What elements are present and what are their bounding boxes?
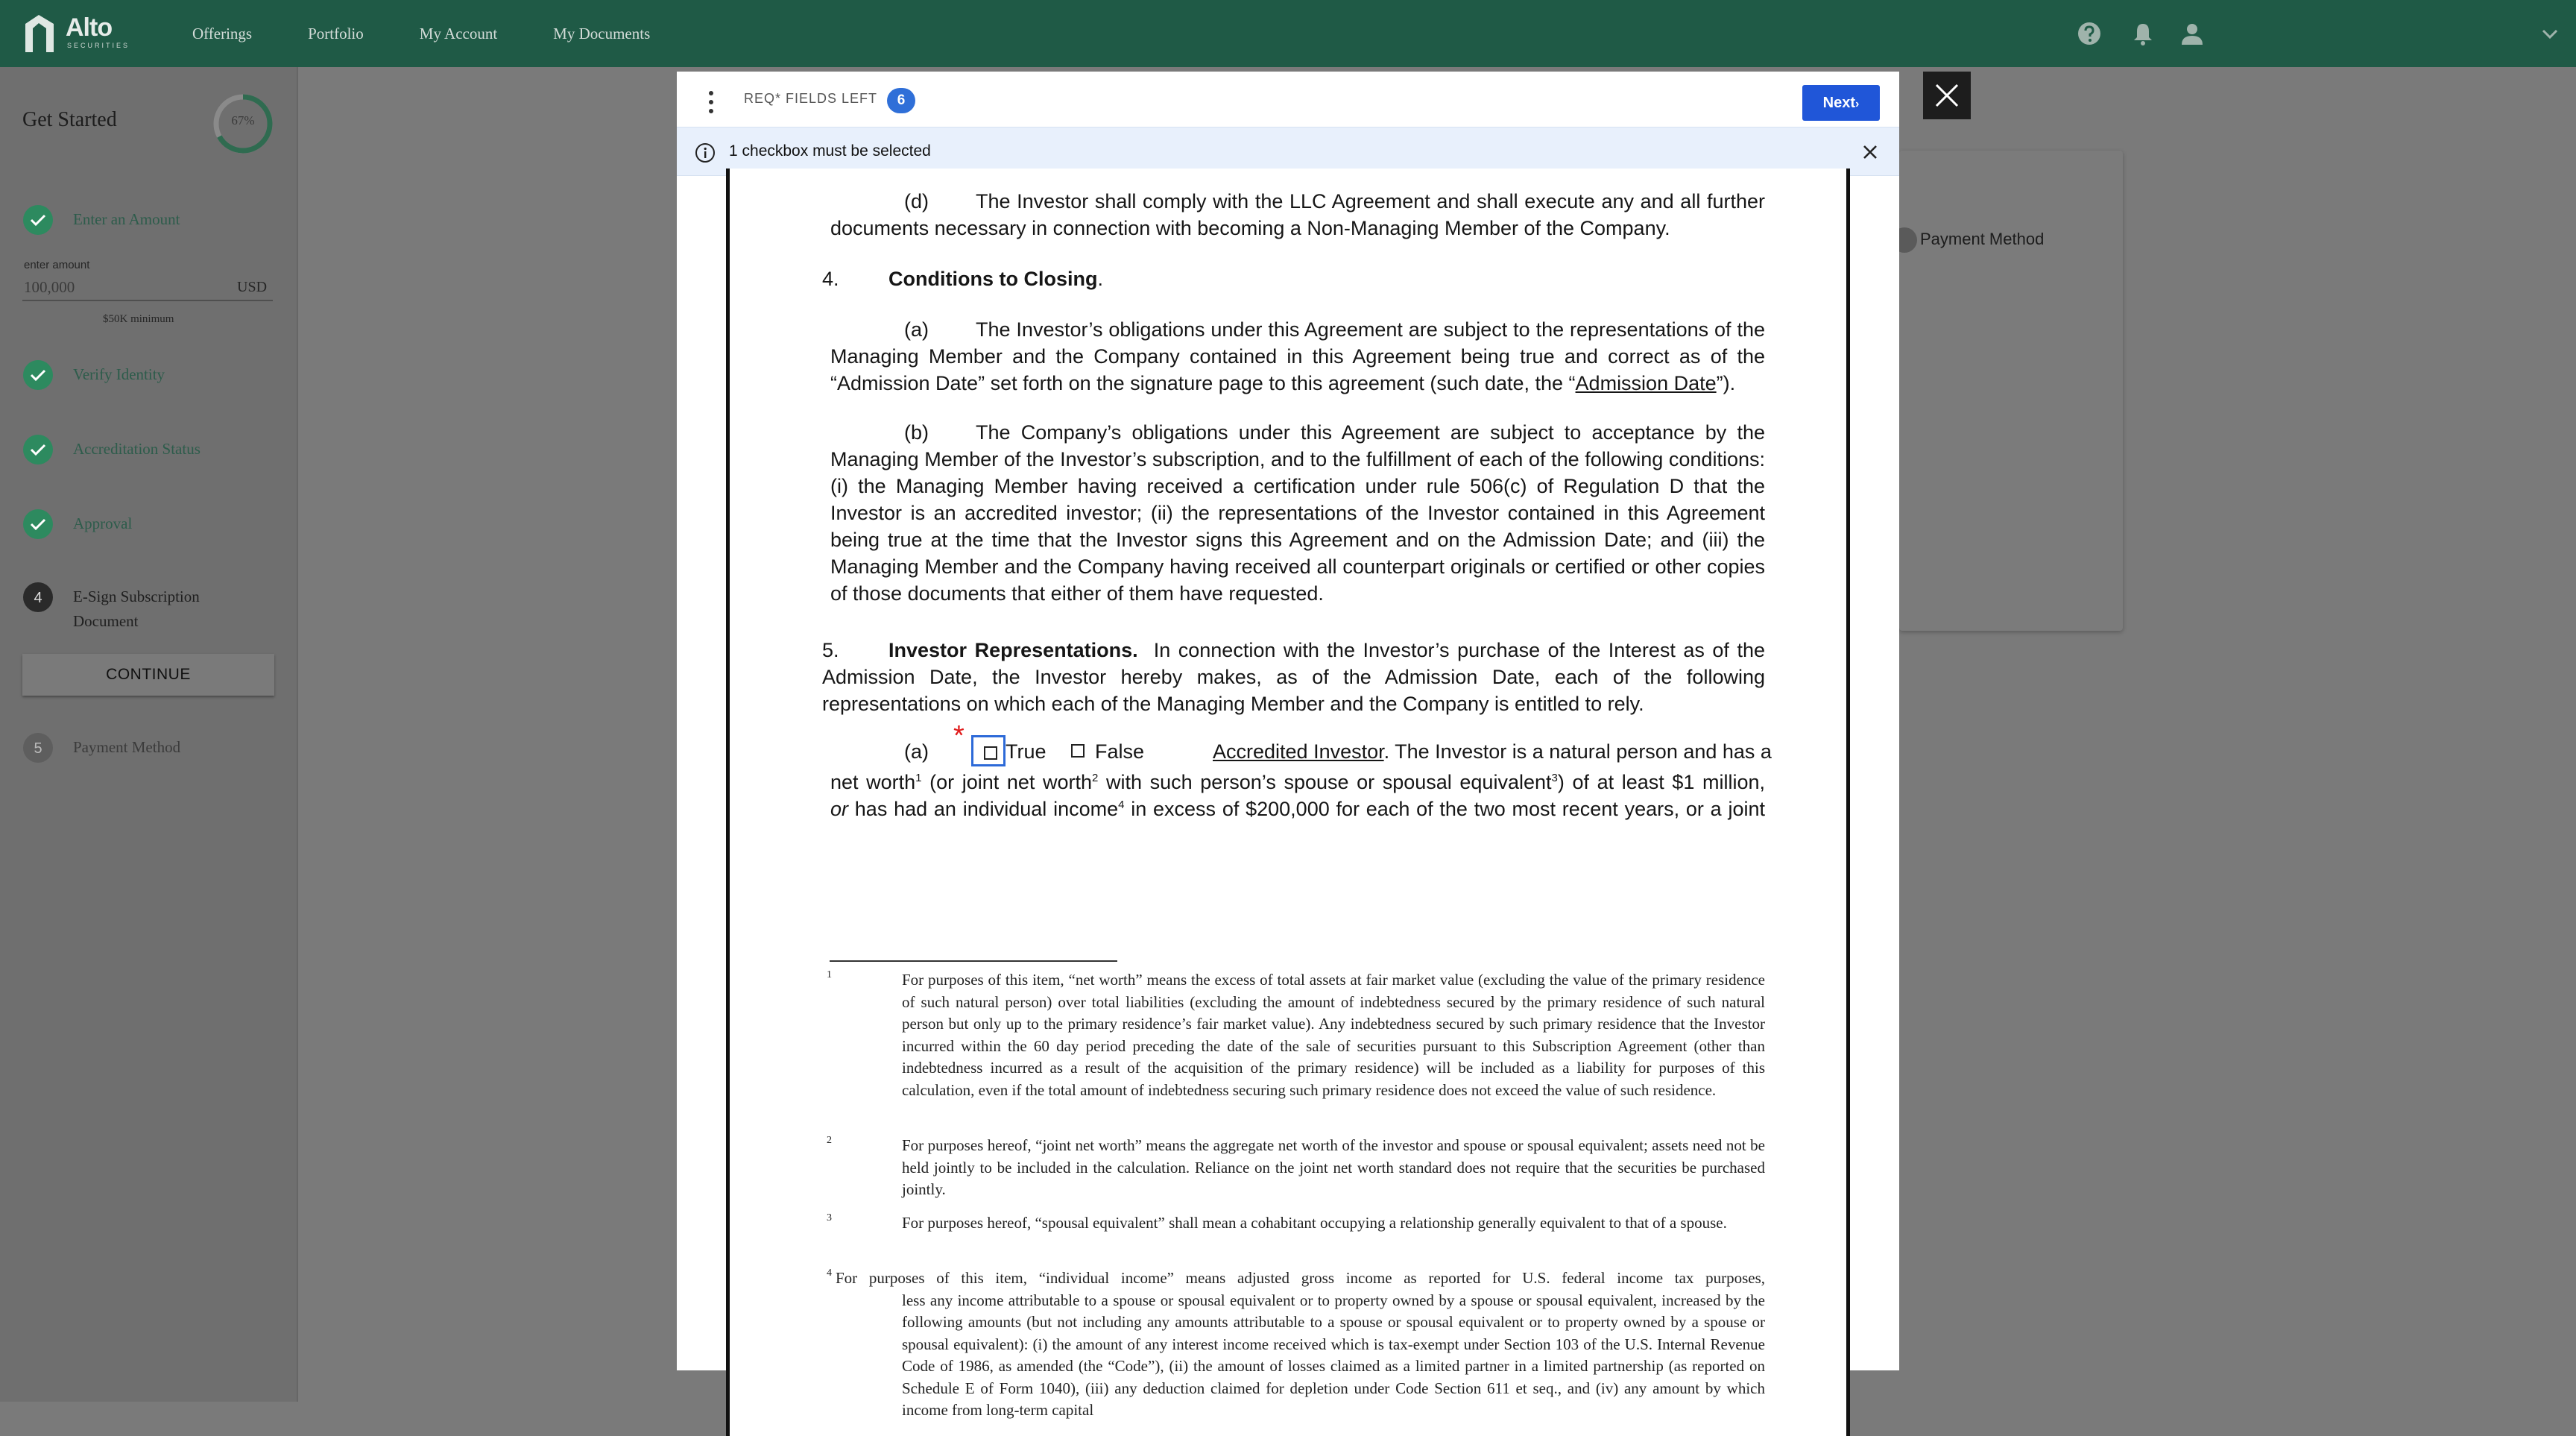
background-payment-method-label: Payment Method [1920, 230, 2045, 248]
chevron-right-icon: › [1855, 97, 1860, 110]
checkbox-square [1071, 744, 1085, 758]
para-4b-text: The Company’s obligations under this Agreement are subject to acceptance by the Managing Member of the Investor’s subscription, and to the fulfillment of each of the following conditions: (i) the Managing Member having received a certification under rule 506(c) of Regulation D that the Investor is an accredited investor; (ii) the representations of the Investor contained in this Agreement being true at the time that the Investor signs this Agreement and on the Admission Date; and (iii) the Managing Member and the Company having received all counterpart originals or certified or other copies of those documents that either of them have requested. [830, 421, 1765, 605]
para-4a-text [830, 316, 1765, 397]
step-label: Payment Method [73, 738, 181, 756]
footnote-ref-1: 1 [915, 772, 922, 784]
step-accreditation-status[interactable] [22, 434, 201, 467]
true-checkbox[interactable] [971, 735, 1006, 766]
nav-link-my-documents[interactable]: My Documents [553, 24, 651, 42]
section-4-title: Conditions to Closing. [888, 268, 1103, 290]
step-verify-identity[interactable] [22, 359, 165, 392]
step-e-sign[interactable] [22, 582, 237, 641]
para-5a-line2 [830, 765, 1765, 796]
document-viewer[interactable] [677, 176, 1899, 1419]
sidebar [0, 67, 298, 1402]
footnote-2-number: 2 [827, 1135, 832, 1146]
bell-icon[interactable] [2130, 21, 2156, 46]
amount-minimum: $50K minimum [103, 313, 174, 325]
para-4a-body: The Investor’s obligations under this Agreement are subject to the representations of the Managing Member and the Company contained in this Agreement being true and correct as of the “Admission Date” set forth on the signature page to this agreement (such date, the “ [830, 318, 1765, 394]
para-4a-end: ”). [1716, 372, 1736, 394]
nav-link-portfolio[interactable]: Portfolio [308, 24, 364, 42]
false-option-label: False [1095, 740, 1145, 763]
chevron-down-icon[interactable] [2537, 21, 2563, 46]
para-d-number: (d) [904, 190, 929, 212]
section-4-number: 4. [822, 268, 839, 290]
or-term: or [830, 798, 849, 820]
get-started-title: Get Started [22, 108, 117, 131]
esign-modal [677, 72, 1899, 1419]
info-icon [695, 142, 716, 163]
nav-link-offerings[interactable]: Offerings [192, 24, 253, 42]
para-5a-line2-part: with such person’s spouse or spousal equivalent [1098, 771, 1552, 793]
progress-label: 67% [231, 113, 255, 127]
section-5-title: Investor Representations. [888, 639, 1138, 661]
top-nav [0, 0, 2576, 67]
required-fields-count: 6 [887, 88, 915, 113]
para-5a-line1 [1213, 738, 1779, 765]
alto-logo[interactable] [22, 13, 142, 54]
amount-label: enter amount [24, 259, 90, 271]
background-step-card [1899, 151, 2123, 631]
false-checkbox[interactable] [1061, 735, 1095, 766]
section-5-number: 5. [822, 639, 839, 661]
section-4-title-text: Conditions to Closing [888, 268, 1098, 290]
modal-header [677, 72, 1899, 127]
footnote-rule [830, 960, 1117, 962]
main-nav [192, 0, 706, 67]
close-icon[interactable] [1860, 142, 1880, 162]
required-asterisk: * [953, 720, 965, 752]
footnote-4: less any income attributable to a spouse or spousal equivalent or to property owned by a spouse or spousal equivalent, increased by the following amounts (but not including any amounts attributable to a spouse or spousal equivalent or to property owned by a spouse or spousal equivalent): (i) the amount of any interest income received which is tax-exempt under Section 103 of the U.S. Internal Revenue Code of 1986, as amended (the “Code”), (ii) the amount of losses claimed as a limited partner in a limited partnership (as reported on Schedule E of Form 1040), (iii) any deduction claimed for depletion under Code Section 611 et seq., and (iv) any amount by which income from long-term capital [902, 1291, 1765, 1419]
footnote-1: For purposes of this item, “net worth” means the excess of total assets at fair market value (excluding the value of the primary residence of such natural person) over total liabilities (excluding the amount of indebtedness secured by the primary residence of such natural person but only up to the primary residence’s fair market value). Any indebtedness secured by such primary residence that the Investor incurred within the 60 day period preceding the date of the sale of securities pursuant to this Subscription Agreement (other than indebtedness incurred as a result of the acquisition of the primary residence) will be included as a liability for purposes of this calculation, even if the total amount of indebtedness securing such primary residence does not exceed the value of such residence. [902, 971, 1765, 1099]
logo-text: Alto [66, 13, 113, 42]
para-5a-line2-part: (or joint net worth [921, 771, 1093, 793]
footnote-3-number: 3 [827, 1212, 832, 1224]
step-number-icon [22, 732, 54, 763]
footnote-ref-3: 3 [1551, 772, 1558, 784]
para-5a-line1-text: . The Investor is a natural person and has a [1383, 740, 1772, 763]
footnote-2: For purposes hereof, “joint net worth” means the aggregate net worth of the investor and spouse or spousal equivalent; assets need not be held jointly to be included in the calculation. Reliance on the joint net worth standard does not require that the securities be purchased jointly. [902, 1136, 1765, 1198]
para-5a-line3-part: has had an individual income [848, 798, 1119, 820]
check-circle-icon [22, 359, 54, 391]
amount-unit: USD [237, 279, 268, 295]
user-icon[interactable] [2179, 21, 2205, 46]
step-number: 4 [34, 590, 42, 606]
alto-logo-mark-icon [22, 13, 57, 54]
document-page [726, 169, 1850, 1436]
step-enter-amount[interactable] [22, 204, 180, 237]
para-4b-number: (b) [904, 421, 929, 444]
step-label: Approval [73, 514, 133, 532]
check-circle-icon [22, 434, 54, 465]
step-number-icon [22, 582, 54, 613]
accredited-investor-term: Accredited Investor [1213, 740, 1384, 763]
next-button-label: Next [1822, 94, 1856, 111]
para-5a-line2-part: ) of at least $1 million, [1557, 771, 1765, 793]
step-label: Verify Identity [73, 365, 165, 383]
section-5-text [822, 637, 1765, 717]
footnote-4-first-line: For purposes of this item, “individual income” means adjusted gross income as reported for U.S. federal income tax purposes, [836, 1269, 1765, 1287]
nav-link-my-account[interactable]: My Account [419, 24, 498, 42]
step-number: 5 [34, 740, 42, 757]
footnote-3: For purposes hereof, “spousal equivalent” shall mean a cohabitant occupying a relationship generally equivalent to that of a spouse. [902, 1214, 1727, 1232]
continue-button[interactable]: CONTINUE [22, 654, 274, 696]
close-modal-icon[interactable] [1923, 72, 1971, 119]
section-5-body: In connection with the Investor’s purchase of the Interest as of the Admission Date, the Investor hereby makes, as of the Admission Date, each of the following representations on which each of the Managing Member and the Company is entitled to rely. [822, 639, 1766, 715]
footnote-4-number: 4 [827, 1267, 832, 1279]
footnote-1-number: 1 [827, 969, 832, 980]
logo-subtext: SECURITIES [67, 42, 130, 49]
para-d-text: The Investor shall comply with the LLC Agreement and shall execute any and all further documents necessary in connection with becoming a Non-Managing Member of the Company. [830, 190, 1765, 239]
step-label: Enter an Amount [73, 210, 180, 228]
checkbox-square [984, 746, 997, 760]
para-5a-line3-part: in excess of $200,000 for each of the two most recent years, or a joint [1124, 798, 1765, 820]
admission-date-term: Admission Date [1575, 372, 1717, 394]
progress-ring [212, 92, 274, 155]
para-5a-number: (a) [904, 740, 929, 763]
step-label: E-Sign Subscription Document [73, 588, 200, 630]
true-option-label: True [1006, 740, 1046, 763]
amount-input[interactable] [22, 274, 273, 301]
net-worth-term: net worth [830, 771, 916, 793]
required-fields-label: REQ* FIELDS LEFT [744, 91, 878, 106]
step-label: Accreditation Status [73, 440, 201, 458]
next-button[interactable] [1802, 85, 1880, 121]
para-5a-line3 [830, 792, 1765, 822]
check-circle-icon [22, 204, 54, 236]
help-icon[interactable] [2077, 21, 2102, 46]
kebab-menu-icon[interactable] [707, 89, 716, 115]
footnote-ref-2: 2 [1092, 772, 1099, 784]
check-circle-icon [22, 508, 54, 540]
step-approval[interactable] [22, 508, 132, 541]
step-payment-method[interactable] [22, 732, 180, 765]
para-4a-number: (a) [904, 318, 929, 341]
footnote-ref-4: 4 [1118, 799, 1125, 811]
notice-text: 1 checkbox must be selected [729, 142, 931, 160]
